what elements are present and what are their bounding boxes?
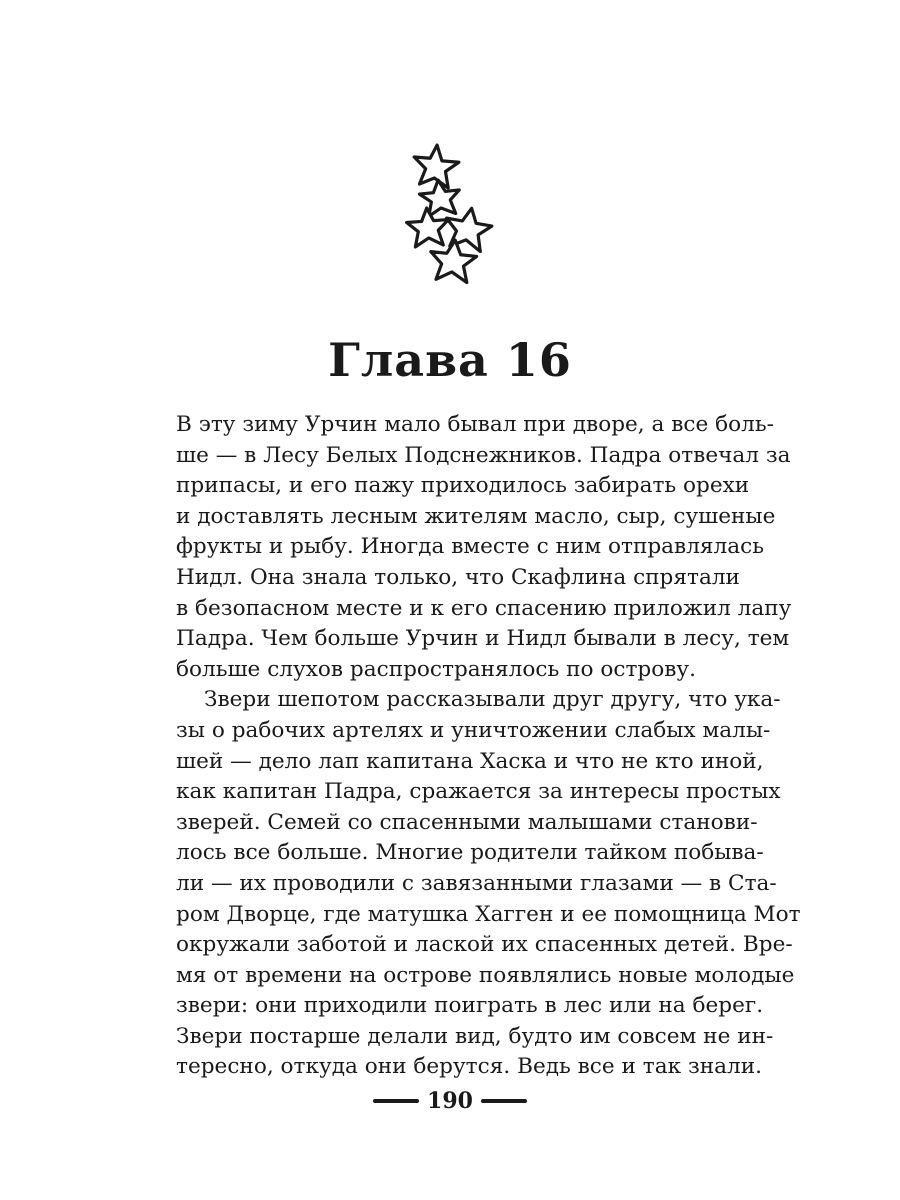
text-line: В эту зиму Урчин мало бывал при дворе, а все боль- bbox=[176, 412, 774, 437]
paragraph bbox=[176, 410, 792, 685]
left-dash bbox=[373, 1099, 419, 1103]
text-line: Падра. Чем больше Урчин и Нидл бывали в лесу, тем bbox=[176, 626, 790, 652]
text-line: ли — их проводили с завязанными глазами — в Ста- bbox=[176, 870, 777, 896]
text-line: припасы, и его пажу приходилось забирать орехи bbox=[176, 473, 750, 499]
text-line: Звери постарше делали вид, будто им совсем не ин- bbox=[176, 1023, 774, 1049]
text-line: Нидл. Она знала только, что Скафлина спрятали bbox=[176, 564, 740, 590]
text-line: шей — дело лап капитана Хаска и что не кто иной, bbox=[176, 748, 764, 774]
text-line: лось все больше. Многие родители тайком побыва- bbox=[176, 840, 764, 866]
star-icon bbox=[406, 207, 451, 248]
text-line: в безопасном месте и к его спасению приложил лапу bbox=[176, 595, 792, 621]
page-number: 190 bbox=[427, 1088, 473, 1114]
text-line: мя от времени на острове появлялись новые молодые bbox=[176, 962, 795, 988]
text-line: фрукты и рыбу. Иногда вместе с ним отправлялась bbox=[176, 534, 764, 560]
chapter-body bbox=[176, 410, 801, 1083]
text-line: Звери шепотом рассказывали друг другу, что ука- bbox=[204, 687, 781, 713]
text-line: и доставлять лесным жителям масло, сыр, сушеные bbox=[176, 503, 776, 529]
text-line: окружали заботой и лаской их спасенных детей. Вре- bbox=[176, 932, 793, 958]
paragraph bbox=[176, 685, 801, 1083]
stacked-stars-icon bbox=[398, 140, 503, 290]
text-line: тересно, откуда они берутся. Ведь все и так знали. bbox=[176, 1054, 762, 1080]
text-line: звери: они приходили поиграть в лес или на берег. bbox=[176, 993, 764, 1019]
chapter-title: Глава 16 bbox=[328, 333, 572, 387]
text-line: больше слухов распространялось по острову. bbox=[176, 656, 696, 682]
text-line: ше — в Лесу Белых Подснежников. Падра отвечал за bbox=[176, 442, 791, 468]
text-line: зы о рабочих артелях и уничтожении слабых малы- bbox=[176, 717, 771, 743]
page-footer bbox=[0, 1088, 900, 1114]
right-dash bbox=[481, 1099, 527, 1103]
text-line: зверей. Семей со спасенными малышами станови- bbox=[176, 809, 758, 835]
text-line: как капитан Падра, сражается за интересы простых bbox=[176, 779, 781, 805]
text-line: ром Дворце, где матушка Хагген и ее помощница Мот bbox=[176, 901, 801, 927]
